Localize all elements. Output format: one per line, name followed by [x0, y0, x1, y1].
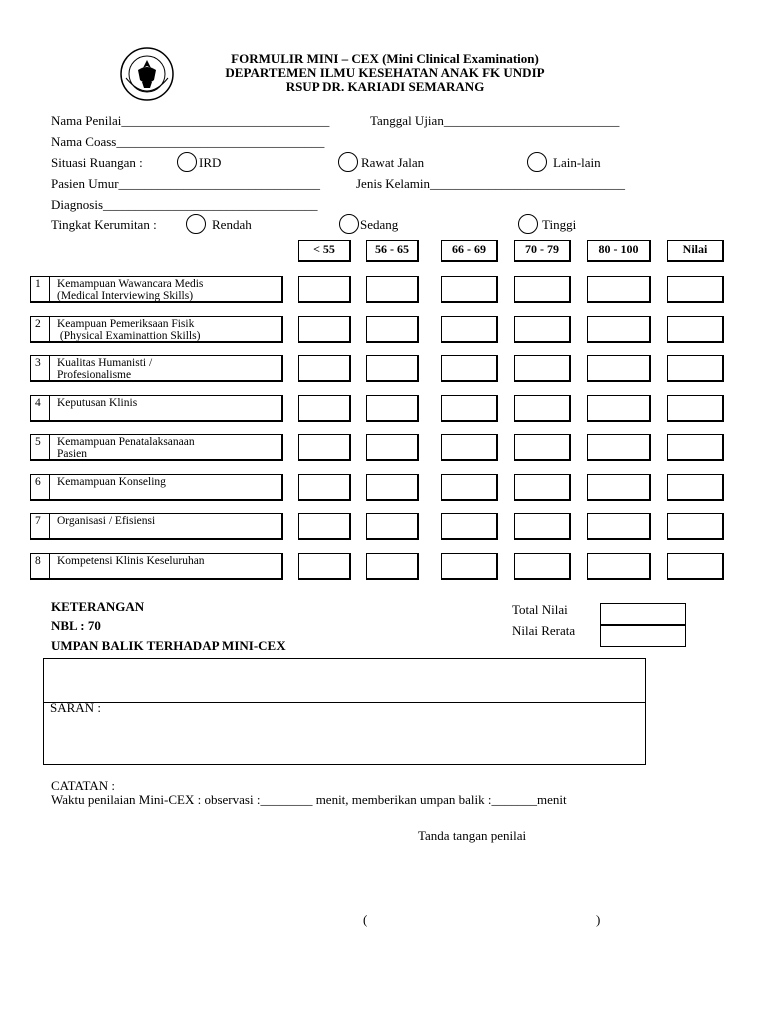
criterion-number: 7 — [35, 515, 41, 527]
tinggi-radio[interactable] — [518, 214, 538, 234]
criterion-label-line1: Keampuan Pemeriksaan Fisik — [57, 318, 195, 330]
score-cell-70-79[interactable] — [514, 395, 571, 422]
criterion-number: 6 — [35, 476, 41, 488]
tinggi-label: Tinggi — [542, 217, 577, 232]
score-cell-80-100[interactable] — [587, 513, 651, 540]
score-cell-70-79[interactable] — [514, 316, 571, 343]
score-cell-56-65[interactable] — [366, 276, 419, 303]
criterion-label-line1: Kompetensi Klinis Keseluruhan — [57, 555, 205, 567]
score-cell-56-65[interactable] — [366, 553, 419, 580]
score-cell-nilai[interactable] — [667, 316, 724, 343]
score-cell-lt55[interactable] — [298, 395, 351, 422]
jenis-kelamin-field[interactable]: Jenis Kelamin______________________________ — [356, 176, 626, 191]
nama-coass-field[interactable]: Nama Coass________________________________ — [51, 134, 325, 149]
criterion-divider — [49, 277, 50, 301]
score-cell-nilai[interactable] — [667, 474, 724, 501]
hospital-name: RSUP DR. KARIADI SEMARANG — [285, 79, 485, 94]
score-cell-80-100[interactable] — [587, 395, 651, 422]
score-cell-80-100[interactable] — [587, 474, 651, 501]
column-header-nilai: Nilai — [667, 240, 724, 262]
criterion-number: 5 — [35, 436, 41, 448]
criterion-label-line1: Kualitas Humanisti / — [57, 357, 153, 369]
score-cell-lt55[interactable] — [298, 355, 351, 382]
score-cell-nilai[interactable] — [667, 355, 724, 382]
criterion-divider — [49, 317, 50, 341]
score-cell-70-79[interactable] — [514, 553, 571, 580]
criterion-divider — [49, 435, 50, 459]
catatan-label: CATATAN : — [51, 778, 116, 793]
criterion-row — [30, 474, 283, 501]
criterion-divider — [49, 396, 50, 420]
total-nilai-label: Total Nilai — [512, 602, 568, 617]
column-header-66-69: 66 - 69 — [441, 240, 498, 262]
score-cell-lt55[interactable] — [298, 474, 351, 501]
criterion-divider — [49, 514, 50, 538]
score-cell-80-100[interactable] — [587, 276, 651, 303]
nilai-rerata-label: Nilai Rerata — [512, 623, 576, 638]
criterion-label-line1: Keputusan Klinis — [57, 397, 138, 409]
score-cell-66-69[interactable] — [441, 434, 498, 461]
criterion-label — [57, 318, 281, 342]
criterion-label — [57, 436, 281, 460]
score-cell-80-100[interactable] — [587, 355, 651, 382]
saran-input[interactable] — [44, 716, 645, 764]
score-cell-80-100[interactable] — [587, 434, 651, 461]
score-cell-66-69[interactable] — [441, 474, 498, 501]
score-cell-66-69[interactable] — [441, 276, 498, 303]
criterion-label — [57, 555, 281, 567]
nbl-value: NBL : 70 — [51, 618, 101, 633]
score-cell-70-79[interactable] — [514, 513, 571, 540]
ird-radio[interactable] — [177, 152, 197, 172]
umpan-balik-heading: UMPAN BALIK TERHADAP MINI-CEX — [51, 638, 286, 653]
criterion-row — [30, 316, 283, 343]
criterion-divider — [49, 475, 50, 499]
criterion-row — [30, 355, 283, 382]
signature-close-paren: ) — [596, 912, 601, 927]
score-cell-66-69[interactable] — [441, 355, 498, 382]
score-cell-66-69[interactable] — [441, 395, 498, 422]
column-header-70-79: 70 - 79 — [514, 240, 571, 262]
score-cell-56-65[interactable] — [366, 316, 419, 343]
lain-lain-label: Lain-lain — [553, 155, 601, 170]
criterion-row — [30, 395, 283, 422]
nama-penilai-field[interactable]: Nama Penilai________________________________ — [51, 113, 330, 128]
score-cell-nilai[interactable] — [667, 513, 724, 540]
criterion-row — [30, 276, 283, 303]
score-cell-nilai[interactable] — [667, 276, 724, 303]
score-cell-70-79[interactable] — [514, 474, 571, 501]
score-cell-nilai[interactable] — [667, 553, 724, 580]
ird-label: IRD — [199, 155, 222, 170]
criterion-label-line1: Organisasi / Efisiensi — [57, 515, 156, 527]
criterion-row — [30, 513, 283, 540]
form-title: FORMULIR MINI – CEX (Mini Clinical Examination) — [231, 51, 539, 66]
score-cell-80-100[interactable] — [587, 316, 651, 343]
score-cell-70-79[interactable] — [514, 355, 571, 382]
criterion-number: 2 — [35, 318, 41, 330]
score-cell-80-100[interactable] — [587, 553, 651, 580]
keterangan-heading: KETERANGAN — [51, 599, 145, 614]
criterion-number: 4 — [35, 397, 41, 409]
criterion-label-line2: Pasien — [57, 448, 88, 460]
criterion-number: 1 — [35, 278, 41, 290]
score-cell-56-65[interactable] — [366, 395, 419, 422]
score-cell-56-65[interactable] — [366, 355, 419, 382]
tingkat-kerumitan-label: Tingkat Kerumitan : — [51, 217, 157, 232]
criterion-label — [57, 278, 281, 302]
criterion-label — [57, 515, 281, 527]
criterion-label-line1: Kemampuan Penatalaksanaan — [57, 436, 195, 448]
rendah-label: Rendah — [212, 217, 252, 232]
score-cell-lt55[interactable] — [298, 434, 351, 461]
waktu-penilaian-text[interactable]: Waktu penilaian Mini-CEX : observasi :________ menit, memberikan umpan balik :_______menit — [51, 792, 567, 807]
score-cell-56-65[interactable] — [366, 474, 419, 501]
rawat-jalan-label: Rawat Jalan — [361, 155, 425, 170]
score-cell-56-65[interactable] — [366, 434, 419, 461]
tanda-tangan-label: Tanda tangan penilai — [418, 828, 527, 843]
criterion-number: 8 — [35, 555, 41, 567]
pasien-umur-field[interactable]: Pasien Umur_______________________________ — [51, 176, 321, 191]
score-cell-lt55[interactable] — [298, 316, 351, 343]
lain-lain-radio[interactable] — [527, 152, 547, 172]
criterion-label — [57, 476, 281, 488]
rawat-jalan-radio[interactable] — [338, 152, 358, 172]
criterion-divider — [49, 554, 50, 578]
criterion-divider — [49, 356, 50, 380]
saran-label: SARAN : — [50, 700, 101, 715]
criterion-label — [57, 397, 281, 409]
score-cell-66-69[interactable] — [441, 316, 498, 343]
signature-open-paren: ( — [363, 912, 368, 927]
criterion-label-line1: Kemampuan Wawancara Medis — [57, 278, 204, 290]
score-cell-lt55[interactable] — [298, 276, 351, 303]
tanggal-ujian-field[interactable]: Tanggal Ujian___________________________ — [370, 113, 620, 128]
criterion-label-line1: Kemampuan Konseling — [57, 476, 166, 488]
score-cell-70-79[interactable] — [514, 276, 571, 303]
umpan-balik-input[interactable] — [44, 659, 645, 701]
rendah-radio[interactable] — [186, 214, 206, 234]
criterion-number: 3 — [35, 357, 41, 369]
column-header-56-65: 56 - 65 — [366, 240, 419, 262]
score-cell-nilai[interactable] — [667, 434, 724, 461]
criterion-row — [30, 434, 283, 461]
score-cell-lt55[interactable] — [298, 553, 351, 580]
column-header-lt55: < 55 — [298, 240, 351, 262]
score-cell-nilai[interactable] — [667, 395, 724, 422]
score-cell-lt55[interactable] — [298, 513, 351, 540]
column-header-80-100: 80 - 100 — [587, 240, 651, 262]
score-cell-56-65[interactable] — [366, 513, 419, 540]
criterion-label-line2: (Medical Interviewing Skills) — [57, 290, 194, 302]
criterion-label-line2: Profesionalisme — [57, 369, 132, 381]
criterion-label — [57, 357, 281, 381]
score-cell-66-69[interactable] — [441, 553, 498, 580]
nilai-rerata-input[interactable] — [600, 625, 686, 647]
diagnosis-field[interactable]: Diagnosis_________________________________ — [51, 197, 318, 212]
sedang-radio[interactable] — [339, 214, 359, 234]
criterion-row — [30, 553, 283, 580]
score-cell-70-79[interactable] — [514, 434, 571, 461]
department-name: DEPARTEMEN ILMU KESEHATAN ANAK FK UNDIP — [225, 65, 545, 80]
situasi-ruangan-label: Situasi Ruangan : — [51, 155, 143, 170]
criterion-label-line2: (Physical Examinattion Skills) — [57, 330, 201, 342]
sedang-label: Sedang — [360, 217, 399, 232]
signature-field[interactable] — [372, 905, 592, 929]
score-cell-66-69[interactable] — [441, 513, 498, 540]
total-nilai-input[interactable] — [600, 603, 686, 625]
